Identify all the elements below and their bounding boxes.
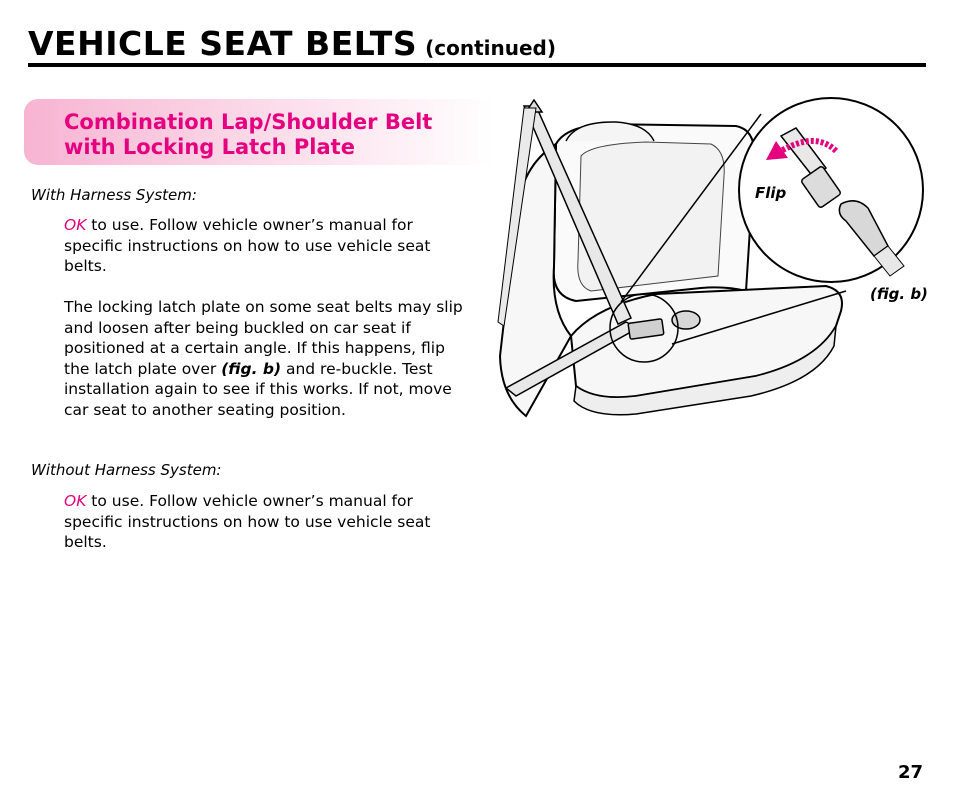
- without-harness-label: Without Harness System:: [31, 461, 222, 479]
- page-number: 27: [898, 762, 924, 783]
- with-harness-text-2b: and re-buckle. Test installation again to see if this works. If not, move car seat to another seating position.: [64, 359, 452, 419]
- without-harness-text: to use. Follow vehicle owner’s manual for specific instructions on how to use vehicle seat belts.: [64, 492, 431, 551]
- with-harness-paragraph-1: [64, 215, 464, 277]
- with-harness-text-2a: The locking latch plate on some seat belts may slip and loosen after being buckled on car seat if positioned at a certain angle. If this happens, flip the latch plate over: [64, 298, 463, 378]
- without-harness-paragraph: [64, 491, 464, 553]
- page-subtitle: (continued): [425, 36, 556, 60]
- section-title-line1: Combination Lap/Shoulder Belt: [64, 110, 433, 134]
- flip-label: Flip: [755, 184, 787, 202]
- fig-reference: (fig. b): [221, 359, 282, 378]
- page-title: VEHICLE SEAT BELTS: [28, 24, 418, 63]
- with-harness-text-1: to use. Follow vehicle owner’s manual for specific instructions on how to use vehicle seat belts.: [64, 216, 431, 275]
- section-title: [64, 110, 432, 160]
- ok-badge: OK: [64, 492, 87, 510]
- section-title-line2: with Locking Latch Plate: [64, 135, 355, 159]
- buckle: [672, 311, 700, 329]
- ok-badge: OK: [64, 216, 87, 234]
- page-header: [28, 24, 926, 63]
- seat-belt-illustration: [496, 96, 931, 426]
- header-rule: [28, 63, 926, 67]
- with-harness-label: With Harness System:: [31, 186, 197, 204]
- figure-caption: (fig. b): [870, 285, 928, 303]
- with-harness-paragraph-2: [64, 297, 464, 420]
